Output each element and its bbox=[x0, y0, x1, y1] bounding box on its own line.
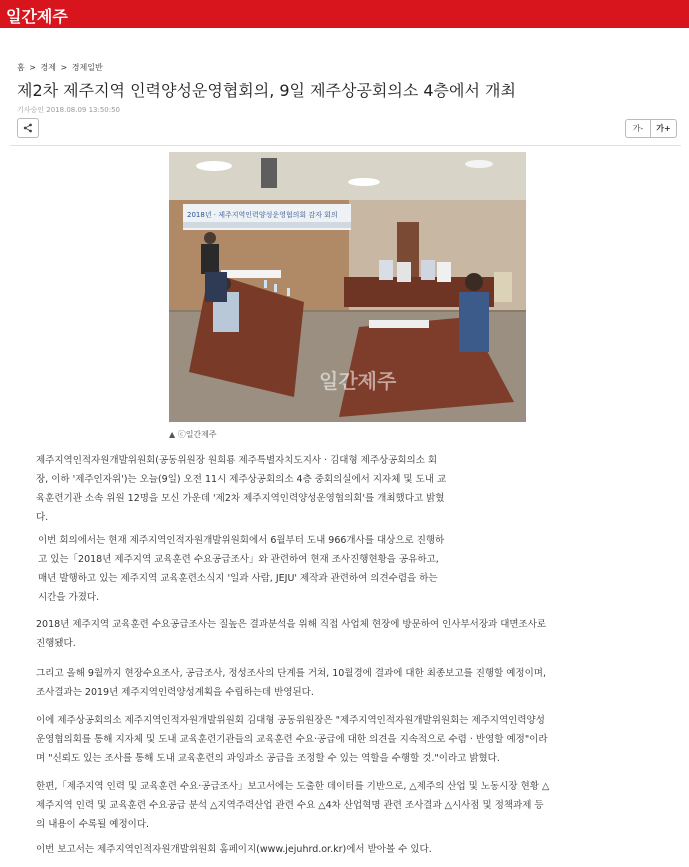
paragraph-line: 육훈련기관 소속 위원 12명을 모신 가운데 '제2차 제주지역인력양성운영협의회'를 개최했다고 밝혔 bbox=[36, 493, 445, 504]
paragraph-line: 진행됐다. bbox=[36, 638, 76, 649]
site-logo[interactable]: 일간제주 bbox=[6, 7, 68, 26]
breadcrumb-separator: > bbox=[60, 63, 68, 72]
paragraph-line: 의 내용이 수록될 예정이다. bbox=[36, 819, 150, 830]
article-paragraph-1 bbox=[36, 451, 676, 527]
paragraph-line: 이번 보고서는 제주지역인적자원개발위원회 홈페이지(www.jejuhrd.or.kr)에서 받아볼 수 있다. bbox=[36, 844, 432, 855]
header-divider bbox=[10, 145, 681, 146]
paragraph-line: 고 있는「2018년 제주지역 교육훈련 수요공급조사」와 관련하여 현재 조사진행현황을 공유하고, bbox=[38, 554, 439, 565]
paragraph-line: 그리고 올해 9월까지 현장수요조사, 공급조사, 정성조사의 단계를 거쳐, 10월경에 결과에 대한 최종보고를 진행할 예정이며, bbox=[36, 668, 546, 679]
article-title: 제2차 제주지역 인력양성운영협회의, 9일 제주상공회의소 4층에서 개최 bbox=[17, 81, 516, 100]
breadcrumb-section[interactable]: 경제 bbox=[40, 63, 56, 72]
share-button[interactable] bbox=[17, 118, 39, 138]
paragraph-line: 2018년 제주지역 교육훈련 수요공급조사는 질높은 결과분석을 위해 직접 사업체 현장에 방문하여 인사부서장과 대면조사로 bbox=[36, 619, 547, 630]
paragraph-line: 운영협의회를 통해 지자체 및 도내 교육훈련기관들의 교육훈련 수요·공급에 대한 의견을 지속적으로 수렴 · 반영할 예정"이라 bbox=[36, 734, 548, 745]
share-icon bbox=[23, 123, 33, 133]
photo-banner-text: 2018년 · 제주지역인력양성운영협의회 감자 회의 bbox=[187, 211, 338, 219]
paragraph-line: 장, 이하 '제주인자위')는 오늘(9일) 오전 11시 제주상공회의소 4층 중회의실에서 지자체 및 도내 교 bbox=[36, 474, 447, 485]
paragraph-line: 매년 발행하고 있는 제주지역 교육훈련소식지 '일과 사람, JEJU' 제작과 관련하여 의견수렴을 하는 bbox=[38, 573, 438, 584]
paragraph-line: 조사결과는 2019년 제주지역인력양성계획을 수립하는데 반영된다. bbox=[36, 687, 314, 698]
article-paragraph-5 bbox=[36, 711, 676, 768]
photo-caption: ▲ ⓒ일간제주 bbox=[169, 430, 217, 439]
font-larger-button[interactable]: 가+ bbox=[651, 119, 677, 138]
article-paragraph-4 bbox=[36, 664, 676, 702]
site-header bbox=[0, 0, 689, 28]
breadcrumb-home[interactable]: 홈 bbox=[17, 63, 25, 72]
paragraph-line: 다. bbox=[36, 512, 49, 523]
paragraph-line: 한편,「제주지역 인력 및 교육훈련 수요·공급조사」보고서에는 도출한 데이터를 기반으로, △제주의 산업 및 노동시장 현황 △ bbox=[36, 781, 550, 792]
article-paragraph-2 bbox=[38, 531, 678, 607]
paragraph-line: 며 "신뢰도 있는 조사를 통해 도내 교육훈련의 과잉과소 공급을 조정할 수 있는 역할을 수행할 것."이라고 밝혔다. bbox=[36, 753, 500, 764]
font-smaller-button[interactable]: 가- bbox=[625, 119, 651, 138]
breadcrumb-separator: > bbox=[29, 63, 36, 72]
paragraph-line: 제주지역인적자원개발위원회(공동위원장 원희룡 제주특별자치도지사 · 김대형 제주상공회의소 회 bbox=[36, 455, 438, 466]
paragraph-line: 이번 회의에서는 현재 제주지역인적자원개발위원회에서 6월부터 도내 966개사를 대상으로 진행하 bbox=[38, 535, 445, 546]
article-paragraph-3 bbox=[36, 615, 676, 653]
breadcrumb-subsection[interactable]: 경제일반 bbox=[71, 63, 103, 72]
article-paragraph-7 bbox=[36, 840, 676, 859]
font-size-controls bbox=[625, 119, 677, 138]
paragraph-line: 이에 제주상공회의소 제주지역인적자원개발위원회 김대형 공동위원장은 "제주지역인적자원개발위원회는 제주지역인력양성 bbox=[36, 715, 545, 726]
paragraph-line: 시간을 가졌다. bbox=[38, 592, 100, 603]
article-paragraph-6 bbox=[36, 777, 676, 834]
article-meta: 기사승인 2018.08.09 13:50:50 bbox=[17, 106, 121, 114]
breadcrumb bbox=[17, 62, 105, 73]
article-photo bbox=[169, 152, 526, 422]
photo-watermark: 일간제주 bbox=[319, 369, 397, 393]
paragraph-line: 제주지역 인력 및 교육훈련 수요공급 분석 △지역주력산업 관련 수요 △4차 산업혁명 관련 조사결과 △시사점 및 정책과제 등 bbox=[36, 800, 544, 811]
